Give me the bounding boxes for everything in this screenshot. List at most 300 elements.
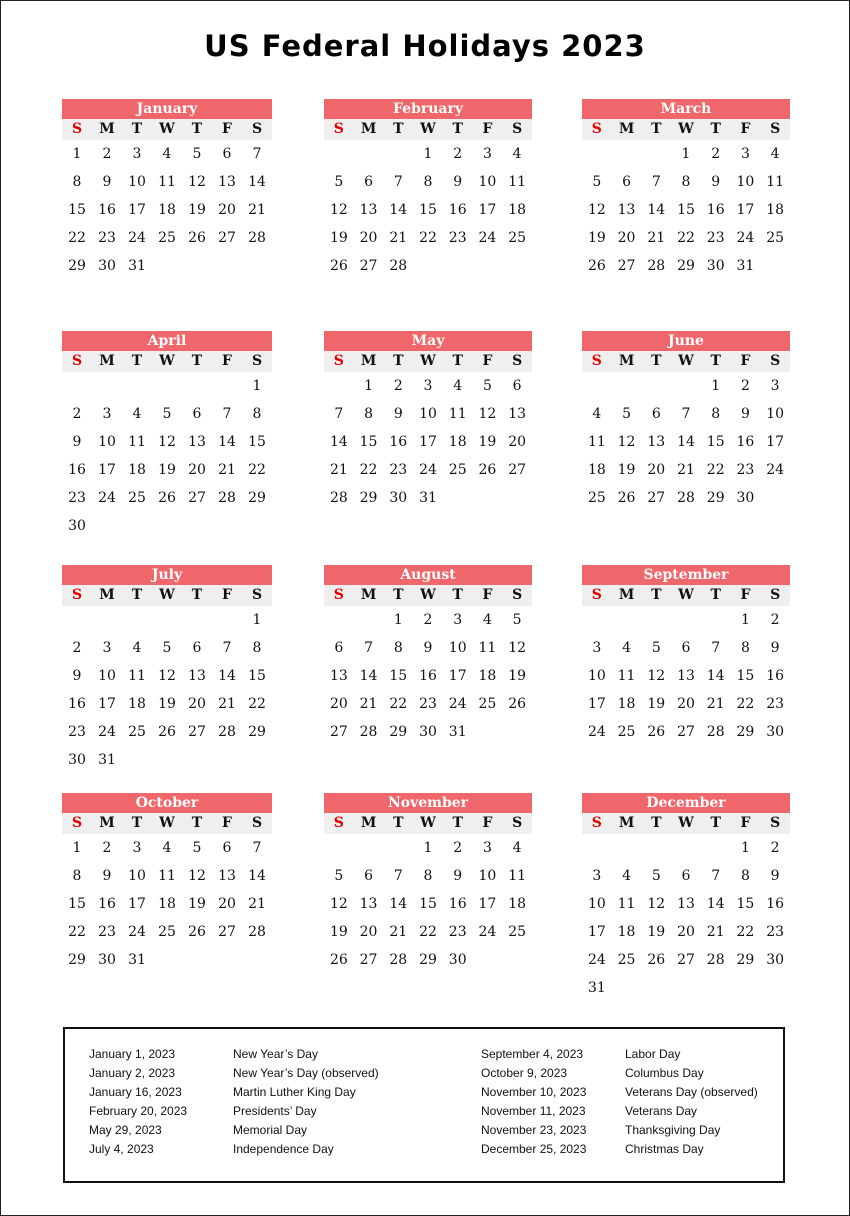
- month-august: [324, 565, 532, 746]
- day-cell: 14: [389, 896, 408, 912]
- day-cell: 25: [158, 924, 176, 940]
- day-cell: 14: [706, 668, 725, 684]
- day-cell: 26: [617, 490, 636, 506]
- day-cell: 30: [706, 258, 725, 274]
- weekday-row: [324, 585, 532, 606]
- day-cell: 12: [508, 640, 527, 656]
- day-cell: 1: [364, 378, 374, 394]
- day-cell: 12: [647, 896, 666, 912]
- holiday-date: October 9, 2023: [481, 1066, 568, 1080]
- day-cell: 9: [770, 868, 780, 884]
- day-cell: 30: [766, 724, 785, 740]
- day-cell: 18: [478, 668, 497, 684]
- month-march: [582, 99, 790, 280]
- day-cell: 25: [448, 462, 467, 478]
- day-cell: 8: [423, 868, 433, 884]
- day-cell: 9: [102, 868, 112, 884]
- day-cell: 4: [622, 868, 632, 884]
- day-cell: 11: [508, 868, 527, 884]
- day-cell: 18: [158, 202, 176, 218]
- day-cell: 13: [188, 434, 206, 450]
- day-cell: 1: [393, 612, 403, 628]
- day-cell: 23: [766, 696, 785, 712]
- month-header: April: [62, 331, 272, 351]
- day-cell: 12: [617, 434, 636, 450]
- weekday-label: T: [452, 353, 463, 369]
- day-cell: 11: [158, 868, 176, 884]
- day-cell: 23: [448, 230, 467, 246]
- day-cell: 26: [188, 924, 206, 940]
- weekday-label: T: [393, 121, 404, 137]
- day-cell: 13: [617, 202, 636, 218]
- holiday-name: Labor Day: [625, 1047, 681, 1061]
- month-header: September: [582, 565, 790, 585]
- day-cell: 15: [736, 668, 755, 684]
- day-cell: 16: [706, 202, 725, 218]
- weekday-label: T: [191, 815, 203, 831]
- empty-cell: [324, 140, 354, 168]
- weekday-label: S: [512, 815, 523, 831]
- empty-cell: [612, 834, 642, 862]
- day-cell: 9: [393, 406, 403, 422]
- holiday-name: Thanksgiving Day: [625, 1123, 721, 1137]
- month-header: December: [582, 793, 790, 813]
- day-cell: 31: [128, 952, 146, 968]
- day-cell: 7: [393, 174, 403, 190]
- weekday-label: T: [452, 815, 463, 831]
- day-cell: 29: [706, 490, 725, 506]
- day-cell: 14: [647, 202, 666, 218]
- day-cell: 31: [98, 752, 116, 768]
- day-cell: 24: [128, 230, 146, 246]
- holiday-date: February 20, 2023: [89, 1104, 188, 1118]
- weekday-label: M: [360, 353, 377, 369]
- weekday-label: F: [222, 353, 232, 369]
- day-cell: 20: [359, 230, 378, 246]
- day-cell: 14: [359, 668, 378, 684]
- day-cell: 12: [329, 896, 348, 912]
- day-cell: 18: [508, 202, 527, 218]
- day-cell: 19: [647, 924, 666, 940]
- day-cell: 9: [740, 406, 750, 422]
- day-cell: 5: [162, 406, 172, 422]
- day-cell: 15: [677, 202, 695, 218]
- weekday-label: S: [251, 121, 263, 137]
- day-cell: 29: [248, 724, 266, 740]
- day-cell: 18: [508, 896, 527, 912]
- day-cell: 12: [647, 668, 666, 684]
- weekday-label: S: [591, 815, 602, 831]
- day-cell: 28: [647, 258, 666, 274]
- day-cell: 7: [711, 868, 721, 884]
- day-cell: 11: [587, 434, 606, 450]
- day-cell: 30: [68, 752, 86, 768]
- empty-cell: [62, 606, 92, 634]
- weekday-label: F: [222, 815, 232, 831]
- day-grid: [324, 606, 532, 746]
- day-cell: 1: [740, 840, 750, 856]
- day-cell: 26: [478, 462, 497, 478]
- day-cell: 4: [622, 640, 632, 656]
- day-cell: 5: [162, 640, 172, 656]
- day-cell: 12: [188, 174, 206, 190]
- day-cell: 16: [448, 896, 467, 912]
- day-cell: 18: [448, 434, 467, 450]
- weekday-label: T: [131, 815, 143, 831]
- day-cell: 6: [222, 840, 232, 856]
- day-cell: 23: [68, 490, 86, 506]
- day-cell: 15: [419, 896, 437, 912]
- day-cell: 3: [102, 640, 112, 656]
- holiday-date: December 25, 2023: [481, 1142, 587, 1156]
- day-cell: 5: [622, 406, 632, 422]
- holiday-name: Martin Luther King Day: [233, 1085, 356, 1099]
- weekday-label: T: [131, 587, 143, 603]
- day-cell: 24: [736, 230, 755, 246]
- day-cell: 30: [98, 952, 116, 968]
- day-cell: 16: [98, 896, 116, 912]
- day-cell: 31: [587, 980, 606, 996]
- day-cell: 26: [329, 258, 348, 274]
- day-cell: 28: [248, 924, 266, 940]
- day-cell: 27: [677, 724, 695, 740]
- day-cell: 6: [681, 868, 691, 884]
- day-cell: 27: [218, 924, 236, 940]
- weekday-label: S: [71, 353, 83, 369]
- day-cell: 9: [72, 434, 82, 450]
- day-cell: 3: [740, 146, 750, 162]
- day-cell: 1: [681, 146, 691, 162]
- day-cell: 25: [478, 696, 497, 712]
- weekday-label: T: [131, 121, 143, 137]
- weekday-label: M: [360, 121, 377, 137]
- day-cell: 23: [706, 230, 725, 246]
- day-cell: 27: [677, 952, 695, 968]
- empty-cell: [701, 606, 731, 634]
- day-cell: 30: [766, 952, 785, 968]
- month-header: July: [62, 565, 272, 585]
- holiday-name: Memorial Day: [233, 1123, 308, 1137]
- weekday-label: M: [99, 815, 115, 831]
- day-cell: 8: [72, 174, 82, 190]
- weekday-label: T: [651, 121, 662, 137]
- day-cell: 18: [128, 462, 146, 478]
- day-cell: 30: [68, 518, 86, 534]
- day-cell: 20: [218, 896, 236, 912]
- day-cell: 22: [389, 696, 408, 712]
- weekday-label: F: [482, 815, 493, 831]
- day-cell: 28: [706, 952, 725, 968]
- day-cell: 16: [448, 202, 467, 218]
- page-title: US Federal Holidays 2023: [204, 29, 646, 63]
- day-cell: 15: [248, 668, 266, 684]
- day-cell: 31: [419, 490, 437, 506]
- empty-cell: [612, 140, 642, 168]
- weekday-label: W: [678, 815, 694, 831]
- day-cell: 30: [448, 952, 467, 968]
- empty-cell: [324, 834, 354, 862]
- day-cell: 17: [736, 202, 755, 218]
- day-cell: 9: [711, 174, 721, 190]
- month-header: March: [582, 99, 790, 119]
- day-cell: 2: [770, 612, 780, 628]
- holiday-name: Presidents’ Day: [233, 1104, 317, 1118]
- weekday-label: S: [251, 353, 263, 369]
- day-cell: 15: [68, 202, 86, 218]
- day-cell: 16: [766, 668, 785, 684]
- day-cell: 10: [736, 174, 755, 190]
- weekday-label: S: [333, 587, 344, 603]
- day-cell: 26: [647, 952, 666, 968]
- weekday-label: T: [393, 587, 404, 603]
- day-cell: 2: [423, 612, 433, 628]
- weekday-label: M: [99, 121, 115, 137]
- day-cell: 19: [329, 924, 348, 940]
- day-cell: 17: [419, 434, 437, 450]
- weekday-label: S: [770, 353, 781, 369]
- month-october: [62, 793, 272, 974]
- day-cell: 24: [478, 924, 497, 940]
- day-cell: 13: [188, 668, 206, 684]
- day-cell: 22: [677, 230, 695, 246]
- month-header: May: [324, 331, 532, 351]
- empty-cell: [354, 606, 384, 634]
- day-cell: 29: [248, 490, 266, 506]
- day-cell: 8: [740, 868, 750, 884]
- day-cell: 30: [98, 258, 116, 274]
- day-cell: 2: [740, 378, 750, 394]
- day-cell: 6: [364, 868, 374, 884]
- weekday-row: [324, 351, 532, 372]
- empty-cell: [324, 372, 354, 400]
- day-cell: 24: [98, 490, 116, 506]
- day-cell: 26: [647, 724, 666, 740]
- day-cell: 17: [587, 924, 606, 940]
- day-cell: 3: [132, 840, 142, 856]
- day-cell: 23: [766, 924, 785, 940]
- day-cell: 15: [359, 434, 378, 450]
- empty-cell: [612, 372, 642, 400]
- day-cell: 21: [677, 462, 695, 478]
- day-cell: 3: [482, 146, 492, 162]
- day-cell: 10: [478, 174, 497, 190]
- day-cell: 11: [766, 174, 785, 190]
- weekday-label: T: [393, 353, 404, 369]
- day-cell: 25: [128, 490, 146, 506]
- day-cell: 3: [132, 146, 142, 162]
- weekday-row: [62, 351, 272, 372]
- day-cell: 22: [419, 230, 437, 246]
- empty-cell: [122, 606, 152, 634]
- day-cell: 2: [72, 406, 82, 422]
- day-grid: [582, 606, 790, 746]
- day-cell: 3: [102, 406, 112, 422]
- day-cell: 19: [158, 462, 176, 478]
- day-cell: 5: [512, 612, 522, 628]
- day-cell: 1: [252, 378, 262, 394]
- day-cell: 14: [389, 202, 408, 218]
- day-cell: 22: [419, 924, 437, 940]
- day-cell: 27: [359, 952, 378, 968]
- weekday-label: M: [618, 815, 635, 831]
- day-cell: 11: [128, 434, 146, 450]
- day-cell: 13: [677, 668, 695, 684]
- weekday-label: W: [678, 353, 694, 369]
- day-cell: 6: [334, 640, 344, 656]
- weekday-label: S: [251, 815, 263, 831]
- empty-cell: [324, 606, 354, 634]
- day-cell: 25: [766, 230, 785, 246]
- empty-cell: [354, 834, 384, 862]
- day-cell: 24: [478, 230, 497, 246]
- empty-cell: [182, 606, 212, 634]
- day-cell: 10: [587, 668, 606, 684]
- holiday-date: January 2, 2023: [89, 1066, 176, 1080]
- day-cell: 17: [128, 896, 146, 912]
- month-july: [62, 565, 272, 774]
- holiday-name: Christmas Day: [625, 1142, 704, 1156]
- day-cell: 10: [448, 640, 467, 656]
- day-cell: 5: [192, 840, 202, 856]
- weekday-row: [62, 585, 272, 606]
- holiday-name: Independence Day: [233, 1142, 334, 1156]
- holiday-date: November 23, 2023: [481, 1123, 587, 1137]
- day-cell: 4: [453, 378, 463, 394]
- weekday-label: W: [420, 587, 436, 603]
- day-cell: 19: [587, 230, 606, 246]
- day-cell: 6: [364, 174, 374, 190]
- day-cell: 27: [647, 490, 666, 506]
- day-cell: 31: [448, 724, 467, 740]
- month-january: [62, 99, 272, 280]
- weekday-label: T: [651, 815, 662, 831]
- day-cell: 26: [158, 724, 176, 740]
- day-cell: 6: [622, 174, 632, 190]
- day-cell: 6: [651, 406, 661, 422]
- empty-cell: [212, 606, 242, 634]
- day-cell: 17: [98, 696, 116, 712]
- day-cell: 7: [651, 174, 661, 190]
- day-cell: 26: [158, 490, 176, 506]
- holiday-name: New Year’s Day (observed): [233, 1066, 379, 1080]
- weekday-label: T: [393, 815, 404, 831]
- day-cell: 28: [218, 724, 236, 740]
- day-cell: 21: [218, 696, 236, 712]
- day-cell: 25: [617, 952, 636, 968]
- weekday-label: F: [740, 815, 751, 831]
- empty-cell: [671, 606, 701, 634]
- day-grid: [582, 834, 790, 1002]
- day-cell: 10: [128, 868, 146, 884]
- day-cell: 21: [389, 924, 408, 940]
- day-cell: 25: [508, 230, 527, 246]
- day-cell: 22: [248, 462, 266, 478]
- day-cell: 8: [681, 174, 691, 190]
- weekday-label: S: [770, 587, 781, 603]
- day-cell: 2: [72, 640, 82, 656]
- day-cell: 19: [329, 230, 348, 246]
- day-cell: 15: [248, 434, 266, 450]
- empty-cell: [182, 372, 212, 400]
- day-cell: 27: [218, 230, 236, 246]
- day-grid: [582, 140, 790, 280]
- weekday-label: F: [222, 587, 232, 603]
- weekday-label: S: [251, 587, 263, 603]
- day-cell: 31: [128, 258, 146, 274]
- day-cell: 20: [359, 924, 378, 940]
- day-grid: [324, 140, 532, 280]
- day-cell: 17: [448, 668, 467, 684]
- day-cell: 10: [128, 174, 146, 190]
- weekday-row: [324, 813, 532, 834]
- day-cell: 7: [252, 146, 262, 162]
- day-cell: 2: [102, 840, 112, 856]
- empty-cell: [354, 140, 384, 168]
- holiday-date: July 4, 2023: [89, 1142, 154, 1156]
- day-cell: 22: [68, 230, 86, 246]
- day-cell: 22: [248, 696, 266, 712]
- weekday-label: S: [512, 353, 523, 369]
- day-cell: 12: [587, 202, 606, 218]
- day-cell: 18: [587, 462, 606, 478]
- weekday-label: S: [770, 121, 781, 137]
- day-cell: 29: [419, 952, 437, 968]
- day-cell: 16: [419, 668, 437, 684]
- day-cell: 1: [72, 840, 82, 856]
- weekday-label: S: [333, 353, 344, 369]
- day-cell: 7: [222, 640, 232, 656]
- empty-cell: [641, 372, 671, 400]
- day-cell: 22: [736, 924, 755, 940]
- weekday-label: F: [740, 121, 751, 137]
- day-cell: 28: [248, 230, 266, 246]
- day-grid: [582, 372, 790, 512]
- weekday-label: T: [651, 353, 662, 369]
- holiday-date: January 1, 2023: [89, 1047, 176, 1061]
- day-cell: 5: [592, 174, 602, 190]
- day-cell: 23: [448, 924, 467, 940]
- day-cell: 1: [423, 146, 433, 162]
- day-cell: 23: [98, 924, 116, 940]
- day-cell: 25: [158, 230, 176, 246]
- day-cell: 15: [68, 896, 86, 912]
- day-cell: 5: [192, 146, 202, 162]
- day-cell: 21: [329, 462, 348, 478]
- weekday-label: S: [770, 815, 781, 831]
- day-cell: 29: [68, 258, 86, 274]
- weekday-label: T: [191, 353, 203, 369]
- weekday-row: [582, 813, 790, 834]
- day-cell: 4: [512, 840, 522, 856]
- day-cell: 10: [419, 406, 437, 422]
- day-cell: 19: [647, 696, 666, 712]
- day-cell: 25: [617, 724, 636, 740]
- day-cell: 14: [218, 434, 236, 450]
- weekday-label: F: [482, 353, 493, 369]
- day-cell: 4: [132, 406, 142, 422]
- day-cell: 20: [188, 696, 206, 712]
- holiday-name: Veterans Day (observed): [625, 1085, 758, 1099]
- day-cell: 17: [766, 434, 785, 450]
- day-cell: 14: [677, 434, 695, 450]
- day-cell: 9: [453, 868, 463, 884]
- empty-cell: [701, 834, 731, 862]
- day-cell: 27: [188, 724, 206, 740]
- day-cell: 18: [158, 896, 176, 912]
- day-cell: 3: [453, 612, 463, 628]
- day-cell: 9: [102, 174, 112, 190]
- weekday-label: S: [591, 121, 602, 137]
